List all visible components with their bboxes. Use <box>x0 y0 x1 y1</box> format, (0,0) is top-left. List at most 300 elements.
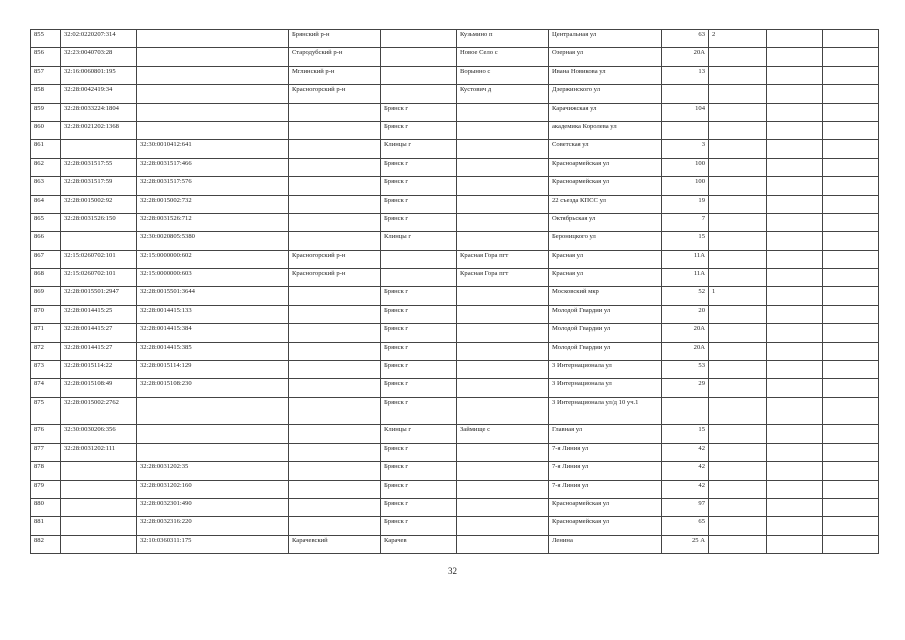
street-cell: Молодой Гвардии ул <box>549 324 662 342</box>
row-number-cell: 875 <box>31 397 61 425</box>
row-number-cell: 866 <box>31 232 61 250</box>
street-cell: Ленина <box>549 535 662 553</box>
row-number-cell: 871 <box>31 324 61 342</box>
extra-cell <box>823 250 879 268</box>
street-cell: Красная ул <box>549 250 662 268</box>
city-cell: Клинцы г <box>381 232 457 250</box>
cadastral-number-cell: 32:28:0042419:34 <box>61 85 137 103</box>
extra-cell <box>767 287 823 305</box>
row-number-cell: 863 <box>31 177 61 195</box>
street-cell: Красная ул <box>549 269 662 287</box>
house-number-cell: 20А <box>662 48 709 66</box>
settlement-cell: Ворынно с <box>457 66 549 84</box>
cadastral-number-cell: 32:28:0015002:92 <box>61 195 137 213</box>
apartment-cell <box>709 85 767 103</box>
extra-cell <box>823 305 879 323</box>
district-cell <box>289 361 381 379</box>
row-number-cell: 862 <box>31 158 61 176</box>
object-cadastral-number-cell <box>137 425 289 443</box>
extra-cell <box>767 425 823 443</box>
extra-cell <box>767 342 823 360</box>
apartment-cell <box>709 517 767 535</box>
house-number-cell: 19 <box>662 195 709 213</box>
city-cell: Брянск г <box>381 379 457 397</box>
district-cell <box>289 177 381 195</box>
settlement-cell <box>457 177 549 195</box>
object-cadastral-number-cell: 32:15:0000000:603 <box>137 269 289 287</box>
house-number-cell: 20А <box>662 324 709 342</box>
city-cell: Брянск г <box>381 443 457 461</box>
settlement-cell <box>457 232 549 250</box>
district-cell <box>289 195 381 213</box>
row-number-cell: 873 <box>31 361 61 379</box>
apartment-cell: 1 <box>709 287 767 305</box>
house-number-cell: 29 <box>662 379 709 397</box>
house-number-cell: 63 <box>662 30 709 48</box>
settlement-cell <box>457 498 549 516</box>
district-cell: Стародубский р-н <box>289 48 381 66</box>
settlement-cell <box>457 462 549 480</box>
cadastral-number-cell: 32:16:0060801:195 <box>61 66 137 84</box>
street-cell: Главная ул <box>549 425 662 443</box>
cadastral-number-cell: 32:15:0260702:101 <box>61 269 137 287</box>
table-row <box>31 30 879 48</box>
street-cell: Советская ул <box>549 140 662 158</box>
street-cell: 7-я Линия ул <box>549 462 662 480</box>
house-number-cell: 20 <box>662 305 709 323</box>
row-number-cell: 872 <box>31 342 61 360</box>
settlement-cell <box>457 103 549 121</box>
cadastral-number-cell <box>61 498 137 516</box>
extra-cell <box>767 140 823 158</box>
city-cell: Брянск г <box>381 195 457 213</box>
address-table <box>30 29 879 554</box>
cadastral-number-cell: 32:30:0030206:356 <box>61 425 137 443</box>
settlement-cell <box>457 361 549 379</box>
table-row <box>31 140 879 158</box>
house-number-cell: 42 <box>662 480 709 498</box>
house-number-cell: 104 <box>662 103 709 121</box>
table-row <box>31 158 879 176</box>
apartment-cell <box>709 195 767 213</box>
city-cell: Брянск г <box>381 517 457 535</box>
settlement-cell <box>457 213 549 231</box>
extra-cell <box>767 232 823 250</box>
object-cadastral-number-cell: 32:28:0015501:3644 <box>137 287 289 305</box>
table-row <box>31 462 879 480</box>
table-body <box>31 30 879 554</box>
row-number-cell: 864 <box>31 195 61 213</box>
house-number-cell: 11А <box>662 250 709 268</box>
cadastral-number-cell <box>61 232 137 250</box>
row-number-cell: 879 <box>31 480 61 498</box>
settlement-cell: Кустович д <box>457 85 549 103</box>
table-row <box>31 66 879 84</box>
apartment-cell <box>709 269 767 287</box>
table-row <box>31 305 879 323</box>
table-row <box>31 517 879 535</box>
street-cell: 22 съезда КПСС ул <box>549 195 662 213</box>
cadastral-number-cell: 32:28:0014415:27 <box>61 342 137 360</box>
house-number-cell: 97 <box>662 498 709 516</box>
cadastral-number-cell <box>61 517 137 535</box>
house-number-cell: 11А <box>662 269 709 287</box>
house-number-cell: 65 <box>662 517 709 535</box>
city-cell: Брянск г <box>381 177 457 195</box>
table-row <box>31 195 879 213</box>
district-cell: Карачевский <box>289 535 381 553</box>
settlement-cell <box>457 517 549 535</box>
object-cadastral-number-cell: 32:10:0360311:175 <box>137 535 289 553</box>
settlement-cell: Займище с <box>457 425 549 443</box>
row-number-cell: 876 <box>31 425 61 443</box>
city-cell <box>381 85 457 103</box>
extra-cell <box>767 462 823 480</box>
object-cadastral-number-cell: 32:28:0014415:384 <box>137 324 289 342</box>
cadastral-number-cell: 32:28:0031202:111 <box>61 443 137 461</box>
district-cell <box>289 287 381 305</box>
extra-cell <box>767 269 823 287</box>
object-cadastral-number-cell: 32:15:0000000:602 <box>137 250 289 268</box>
apartment-cell <box>709 232 767 250</box>
row-number-cell: 860 <box>31 121 61 139</box>
settlement-cell <box>457 480 549 498</box>
cadastral-number-cell: 32:15:0260702:101 <box>61 250 137 268</box>
street-cell: 3 Интернационала ул <box>549 361 662 379</box>
city-cell <box>381 66 457 84</box>
row-number-cell: 880 <box>31 498 61 516</box>
row-number-cell: 878 <box>31 462 61 480</box>
object-cadastral-number-cell: 32:28:0032316:220 <box>137 517 289 535</box>
house-number-cell: 100 <box>662 177 709 195</box>
page-number: 32 <box>448 566 457 576</box>
apartment-cell <box>709 342 767 360</box>
object-cadastral-number-cell: 32:30:0020805:5380 <box>137 232 289 250</box>
extra-cell <box>823 30 879 48</box>
object-cadastral-number-cell: 32:28:0015108:230 <box>137 379 289 397</box>
city-cell: Брянск г <box>381 305 457 323</box>
table-row <box>31 397 879 425</box>
city-cell <box>381 30 457 48</box>
table-row <box>31 425 879 443</box>
settlement-cell: Красная Гора пгт <box>457 250 549 268</box>
table-row <box>31 498 879 516</box>
table-row <box>31 269 879 287</box>
settlement-cell <box>457 121 549 139</box>
city-cell: Карачев <box>381 535 457 553</box>
district-cell: Красногорский р-н <box>289 250 381 268</box>
street-cell: Ивана Новикова ул <box>549 66 662 84</box>
object-cadastral-number-cell: 32:30:0010412:641 <box>137 140 289 158</box>
extra-cell <box>823 85 879 103</box>
district-cell <box>289 121 381 139</box>
settlement-cell <box>457 140 549 158</box>
district-cell <box>289 397 381 425</box>
extra-cell <box>823 232 879 250</box>
district-cell: Мглинский р-н <box>289 66 381 84</box>
extra-cell <box>823 535 879 553</box>
house-number-cell: 52 <box>662 287 709 305</box>
extra-cell <box>767 30 823 48</box>
extra-cell <box>767 517 823 535</box>
object-cadastral-number-cell: 32:28:0014415:385 <box>137 342 289 360</box>
extra-cell <box>767 324 823 342</box>
district-cell <box>289 158 381 176</box>
table-row <box>31 103 879 121</box>
extra-cell <box>823 324 879 342</box>
cadastral-number-cell: 32:28:0021202:1368 <box>61 121 137 139</box>
apartment-cell <box>709 213 767 231</box>
district-cell <box>289 443 381 461</box>
city-cell: Брянск г <box>381 158 457 176</box>
object-cadastral-number-cell <box>137 103 289 121</box>
district-cell <box>289 517 381 535</box>
extra-cell <box>767 85 823 103</box>
city-cell: Клинцы г <box>381 140 457 158</box>
settlement-cell: Новое Село с <box>457 48 549 66</box>
district-cell <box>289 103 381 121</box>
extra-cell <box>767 379 823 397</box>
house-number-cell: 20А <box>662 342 709 360</box>
house-number-cell <box>662 397 709 425</box>
city-cell: Брянск г <box>381 121 457 139</box>
house-number-cell <box>662 85 709 103</box>
street-cell: 7-я Линия ул <box>549 480 662 498</box>
district-cell: Брянский р-н <box>289 30 381 48</box>
cadastral-number-cell: 32:28:0015114:22 <box>61 361 137 379</box>
city-cell: Брянск г <box>381 213 457 231</box>
object-cadastral-number-cell <box>137 443 289 461</box>
extra-cell <box>823 269 879 287</box>
table-row <box>31 324 879 342</box>
object-cadastral-number-cell <box>137 85 289 103</box>
apartment-cell <box>709 498 767 516</box>
house-number-cell: 100 <box>662 158 709 176</box>
extra-cell <box>823 158 879 176</box>
street-cell: Красноармейская ул <box>549 517 662 535</box>
settlement-cell <box>457 397 549 425</box>
cadastral-number-cell: 32:28:0015501:2947 <box>61 287 137 305</box>
city-cell <box>381 250 457 268</box>
row-number-cell: 859 <box>31 103 61 121</box>
city-cell: Брянск г <box>381 287 457 305</box>
object-cadastral-number-cell: 32:28:0031526:712 <box>137 213 289 231</box>
settlement-cell <box>457 324 549 342</box>
object-cadastral-number-cell <box>137 397 289 425</box>
extra-cell <box>823 195 879 213</box>
row-number-cell: 855 <box>31 30 61 48</box>
extra-cell <box>767 535 823 553</box>
district-cell: Красногорский р-н <box>289 85 381 103</box>
apartment-cell <box>709 462 767 480</box>
apartment-cell <box>709 177 767 195</box>
district-cell <box>289 232 381 250</box>
street-cell: Бероницкого ул <box>549 232 662 250</box>
apartment-cell <box>709 535 767 553</box>
house-number-cell <box>662 121 709 139</box>
apartment-cell <box>709 158 767 176</box>
street-cell: 3 Интернационала ул/д 10 уч.1 <box>549 397 662 425</box>
street-cell: Красноармейская ул <box>549 158 662 176</box>
city-cell: Клинцы г <box>381 425 457 443</box>
street-cell: 7-я Линия ул <box>549 443 662 461</box>
apartment-cell <box>709 305 767 323</box>
district-cell <box>289 462 381 480</box>
settlement-cell <box>457 443 549 461</box>
table-row <box>31 342 879 360</box>
object-cadastral-number-cell <box>137 48 289 66</box>
settlement-cell <box>457 287 549 305</box>
row-number-cell: 865 <box>31 213 61 231</box>
row-number-cell: 881 <box>31 517 61 535</box>
extra-cell <box>767 103 823 121</box>
extra-cell <box>823 48 879 66</box>
cadastral-number-cell: 32:28:0015108:49 <box>61 379 137 397</box>
extra-cell <box>823 379 879 397</box>
extra-cell <box>823 342 879 360</box>
city-cell: Брянск г <box>381 324 457 342</box>
table-row <box>31 287 879 305</box>
extra-cell <box>823 397 879 425</box>
object-cadastral-number-cell: 32:28:0014415:133 <box>137 305 289 323</box>
settlement-cell <box>457 305 549 323</box>
street-cell: Молодой Гвардии ул <box>549 342 662 360</box>
district-cell: Красногорский р-н <box>289 269 381 287</box>
extra-cell <box>823 425 879 443</box>
extra-cell <box>823 287 879 305</box>
object-cadastral-number-cell: 32:28:0031202:35 <box>137 462 289 480</box>
district-cell <box>289 213 381 231</box>
house-number-cell: 42 <box>662 462 709 480</box>
district-cell <box>289 480 381 498</box>
row-number-cell: 858 <box>31 85 61 103</box>
cadastral-number-cell <box>61 480 137 498</box>
extra-cell <box>767 361 823 379</box>
extra-cell <box>823 443 879 461</box>
house-number-cell: 15 <box>662 425 709 443</box>
street-cell: 3 Интернационала ул <box>549 379 662 397</box>
extra-cell <box>823 462 879 480</box>
district-cell <box>289 305 381 323</box>
district-cell <box>289 342 381 360</box>
apartment-cell <box>709 480 767 498</box>
object-cadastral-number-cell: 32:28:0032301:490 <box>137 498 289 516</box>
apartment-cell <box>709 66 767 84</box>
cadastral-number-cell: 32:28:0033224:1804 <box>61 103 137 121</box>
table-row <box>31 213 879 231</box>
settlement-cell <box>457 342 549 360</box>
street-cell: Озерная ул <box>549 48 662 66</box>
table-row <box>31 480 879 498</box>
row-number-cell: 868 <box>31 269 61 287</box>
row-number-cell: 882 <box>31 535 61 553</box>
street-cell: Дзержинского ул <box>549 85 662 103</box>
extra-cell <box>767 48 823 66</box>
row-number-cell: 857 <box>31 66 61 84</box>
cadastral-number-cell <box>61 140 137 158</box>
apartment-cell: 2 <box>709 30 767 48</box>
table-row <box>31 443 879 461</box>
settlement-cell: Красная Гора пгт <box>457 269 549 287</box>
cadastral-number-cell: 32:02:0220207:314 <box>61 30 137 48</box>
object-cadastral-number-cell <box>137 121 289 139</box>
district-cell <box>289 425 381 443</box>
object-cadastral-number-cell <box>137 66 289 84</box>
extra-cell <box>767 158 823 176</box>
city-cell: Брянск г <box>381 361 457 379</box>
extra-cell <box>767 397 823 425</box>
extra-cell <box>767 250 823 268</box>
apartment-cell <box>709 443 767 461</box>
extra-cell <box>823 177 879 195</box>
settlement-cell: Кузьмино п <box>457 30 549 48</box>
house-number-cell: 13 <box>662 66 709 84</box>
cadastral-number-cell <box>61 535 137 553</box>
extra-cell <box>823 103 879 121</box>
extra-cell <box>823 480 879 498</box>
cadastral-number-cell: 32:23:0040703:28 <box>61 48 137 66</box>
extra-cell <box>823 66 879 84</box>
city-cell: Брянск г <box>381 342 457 360</box>
row-number-cell: 877 <box>31 443 61 461</box>
object-cadastral-number-cell: 32:28:0031517:466 <box>137 158 289 176</box>
apartment-cell <box>709 379 767 397</box>
table-row <box>31 232 879 250</box>
cadastral-number-cell: 32:28:0014415:27 <box>61 324 137 342</box>
street-cell: Карачижская ул <box>549 103 662 121</box>
object-cadastral-number-cell: 32:28:0031517:576 <box>137 177 289 195</box>
extra-cell <box>823 213 879 231</box>
table-row <box>31 379 879 397</box>
extra-cell <box>767 480 823 498</box>
table-row <box>31 250 879 268</box>
extra-cell <box>823 121 879 139</box>
extra-cell <box>767 305 823 323</box>
row-number-cell: 867 <box>31 250 61 268</box>
row-number-cell: 874 <box>31 379 61 397</box>
apartment-cell <box>709 361 767 379</box>
street-cell: Московский мкр <box>549 287 662 305</box>
row-number-cell: 861 <box>31 140 61 158</box>
district-cell <box>289 140 381 158</box>
street-cell: Красноармейская ул <box>549 498 662 516</box>
settlement-cell <box>457 379 549 397</box>
extra-cell <box>767 195 823 213</box>
city-cell: Брянск г <box>381 498 457 516</box>
apartment-cell <box>709 250 767 268</box>
extra-cell <box>767 66 823 84</box>
apartment-cell <box>709 103 767 121</box>
extra-cell <box>823 140 879 158</box>
settlement-cell <box>457 195 549 213</box>
object-cadastral-number-cell: 32:28:0015002:732 <box>137 195 289 213</box>
extra-cell <box>767 213 823 231</box>
house-number-cell: 7 <box>662 213 709 231</box>
table-row <box>31 177 879 195</box>
apartment-cell <box>709 397 767 425</box>
settlement-cell <box>457 535 549 553</box>
city-cell: Брянск г <box>381 462 457 480</box>
extra-cell <box>767 443 823 461</box>
street-cell: Молодой Гвардии ул <box>549 305 662 323</box>
object-cadastral-number-cell: 32:28:0031202:160 <box>137 480 289 498</box>
row-number-cell: 869 <box>31 287 61 305</box>
cadastral-number-cell: 32:28:0031517:55 <box>61 158 137 176</box>
district-cell <box>289 324 381 342</box>
apartment-cell <box>709 121 767 139</box>
extra-cell <box>823 517 879 535</box>
extra-cell <box>823 498 879 516</box>
